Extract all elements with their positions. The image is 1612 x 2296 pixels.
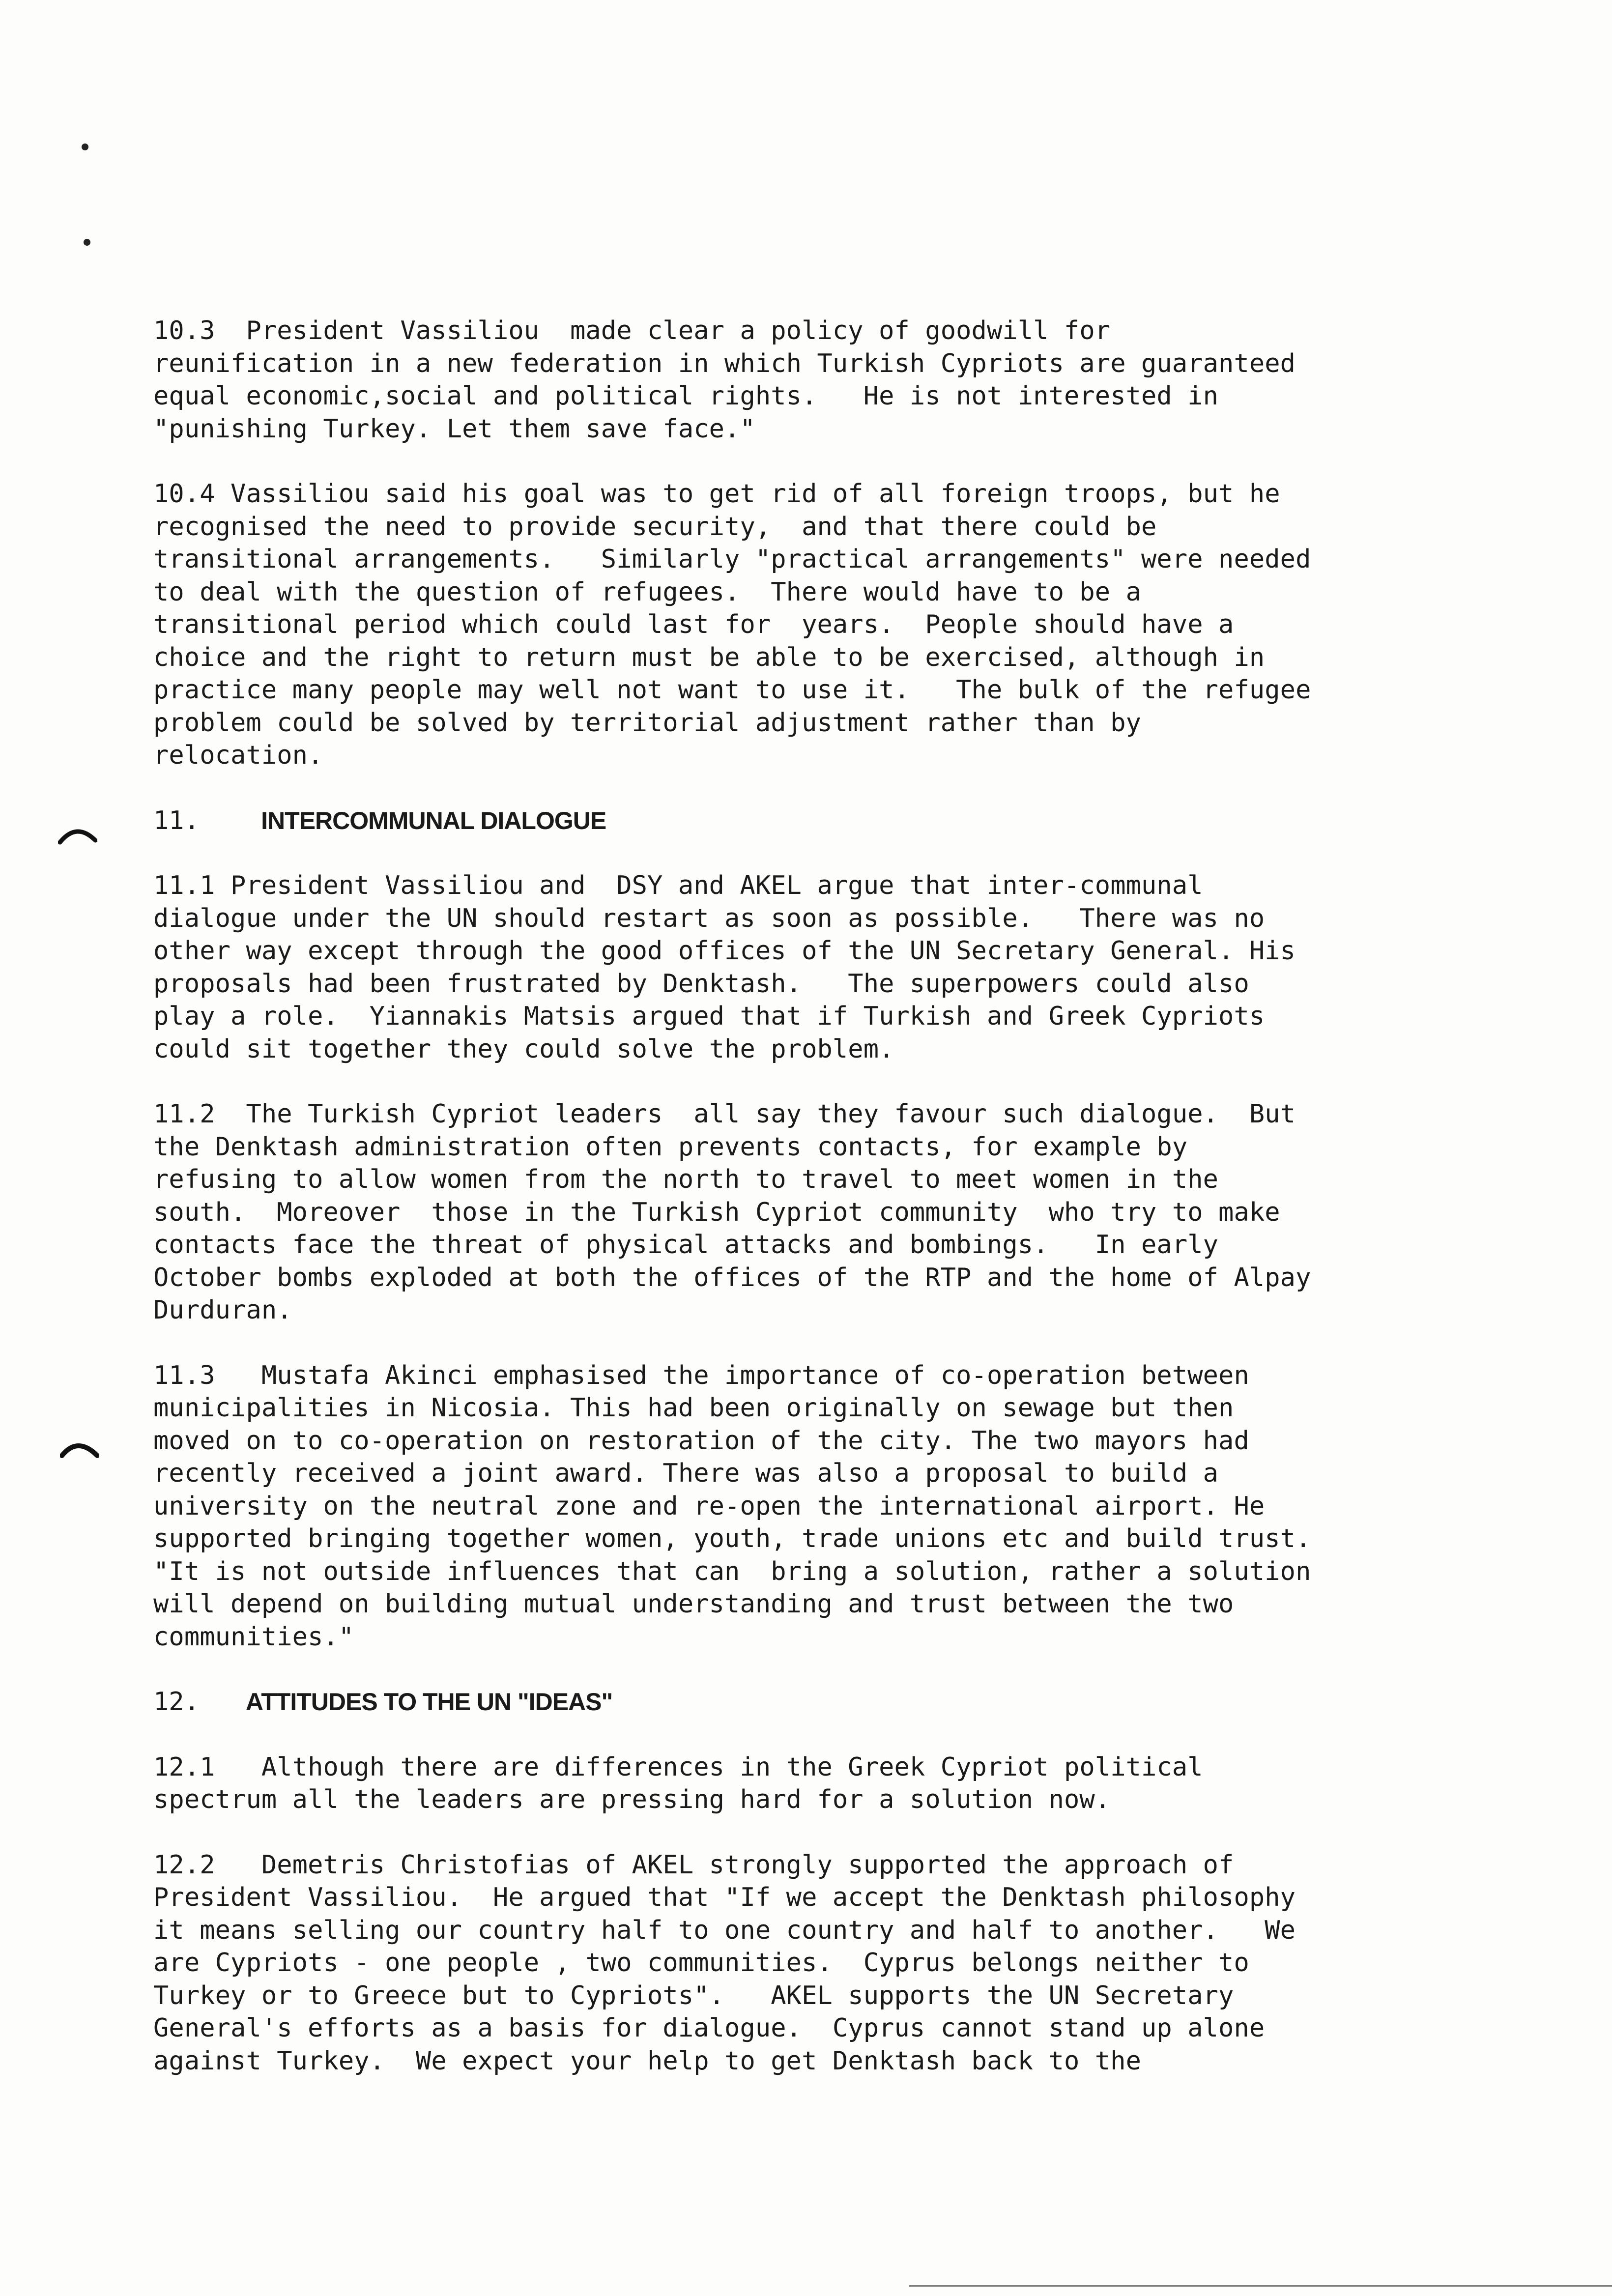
text-line: 12.2 Demetris Christofias of AKEL strongly supported the approach of [153, 1850, 1234, 1880]
section-number: 12. [153, 1687, 246, 1717]
text-line: proposals had been frustrated by Denktash. The superpowers could also [153, 969, 1249, 999]
text-line: General's efforts as a basis for dialogue. Cyprus cannot stand up alone [153, 2013, 1265, 2043]
text-line: will depend on building mutual understanding and trust between the two [153, 1589, 1234, 1619]
text-line: south. Moreover those in the Turkish Cypriot community who try to make [153, 1197, 1280, 1227]
text-line: it means selling our country half to one country and half to another. We [153, 1915, 1296, 1945]
paragraph-11-2 [153, 1098, 1461, 1327]
text-line: other way except through the good offices of the UN Secretary General. His [153, 936, 1296, 966]
paragraph-11-3 [153, 1359, 1461, 1654]
text-line: transitional arrangements. Similarly "practical arrangements" were needed [153, 545, 1311, 574]
text-line: 11.3 Mustafa Akinci emphasised the importance of co-operation between [153, 1360, 1249, 1390]
text-line: 12.1 Although there are differences in the Greek Cypriot political [153, 1752, 1203, 1782]
text-line: could sit together they could solve the problem. [153, 1034, 894, 1064]
text-line: problem could be solved by territorial adjustment rather than by [153, 708, 1142, 738]
text-line: contacts face the threat of physical attacks and bombings. In early [153, 1230, 1219, 1260]
text-line: university on the neutral zone and re-open the international airport. He [153, 1491, 1265, 1521]
document-body [153, 315, 1461, 2110]
text-line: recently received a joint award. There was also a proposal to build a [153, 1459, 1219, 1488]
paragraph-11-1 [153, 869, 1461, 1065]
text-line: "punishing Turkey. Let them save face." [153, 414, 755, 444]
text-line: to deal with the question of refugees. There would have to be a [153, 577, 1142, 607]
text-line: 10.3 President Vassiliou made clear a policy of goodwill for [153, 316, 1111, 345]
text-line: reunification in a new federation in which Turkish Cypriots are guaranteed [153, 348, 1296, 378]
text-line: refusing to allow women from the north to travel to meet women in the [153, 1165, 1219, 1194]
text-line: communities." [153, 1622, 354, 1652]
text-line: municipalities in Nicosia. This had been originally on sewage but then [153, 1393, 1234, 1423]
text-line: the Denktash administration often prevents contacts, for example by [153, 1132, 1188, 1162]
binder-clip-mark-upper [58, 821, 97, 845]
text-line: 11.2 The Turkish Cypriot leaders all say they favour such dialogue. But [153, 1099, 1296, 1129]
section-heading-11 [153, 804, 1461, 837]
binder-clip-mark-lower [60, 1434, 99, 1459]
text-line: equal economic,social and political rights. He is not interested in [153, 381, 1219, 411]
paragraph-10-4 [153, 478, 1461, 772]
section-title: INTERCOMMUNAL DIALOGUE [261, 806, 606, 834]
section-heading-12 [153, 1686, 1461, 1719]
text-line: against Turkey. We expect your help to get Denktash back to the [153, 2046, 1142, 2076]
scan-edge-line [909, 2285, 1612, 2287]
text-line: Turkey or to Greece but to Cypriots". AKEL supports the UN Secretary [153, 1980, 1234, 2010]
text-line: supported bringing together women, youth, trade unions etc and build trust. [153, 1524, 1311, 1553]
paragraph-12-1 [153, 1751, 1461, 1816]
section-number: 11. [153, 805, 261, 835]
paragraph-12-2 [153, 1849, 1461, 2078]
text-line: 10.4 Vassiliou said his goal was to get rid of all foreign troops, but he [153, 479, 1280, 509]
text-line: choice and the right to return must be able to be exercised, although in [153, 642, 1265, 672]
text-line: Durduran. [153, 1295, 292, 1325]
paragraph-10-3 [153, 315, 1461, 445]
text-line: recognised the need to provide security, and that there could be [153, 512, 1157, 542]
punch-hole-mark-bottom [84, 239, 90, 246]
text-line: moved on to co-operation on restoration of the city. The two mayors had [153, 1426, 1249, 1456]
text-line: relocation. [153, 741, 323, 770]
text-line: play a role. Yiannakis Matsis argued that if Turkish and Greek Cypriots [153, 1002, 1265, 1031]
text-line: 11.1 President Vassiliou and DSY and AKEL argue that inter-communal [153, 871, 1203, 900]
text-line: spectrum all the leaders are pressing hard for a solution now. [153, 1785, 1111, 1814]
text-line: transitional period which could last for years. People should have a [153, 610, 1234, 639]
text-line: dialogue under the UN should restart as soon as possible. There was no [153, 903, 1265, 933]
text-line: October bombs exploded at both the offices of the RTP and the home of Alpay [153, 1263, 1311, 1292]
text-line: practice many people may well not want to use it. The bulk of the refugee [153, 675, 1311, 705]
punch-hole-mark-top [82, 144, 88, 150]
text-line: "It is not outside influences that can bring a solution, rather a solution [153, 1556, 1311, 1586]
text-line: are Cypriots - one people , two communities. Cyprus belongs neither to [153, 1948, 1249, 1978]
text-line: President Vassiliou. He argued that "If we accept the Denktash philosophy [153, 1883, 1296, 1912]
section-title: ATTITUDES TO THE UN "IDEAS" [245, 1688, 613, 1716]
